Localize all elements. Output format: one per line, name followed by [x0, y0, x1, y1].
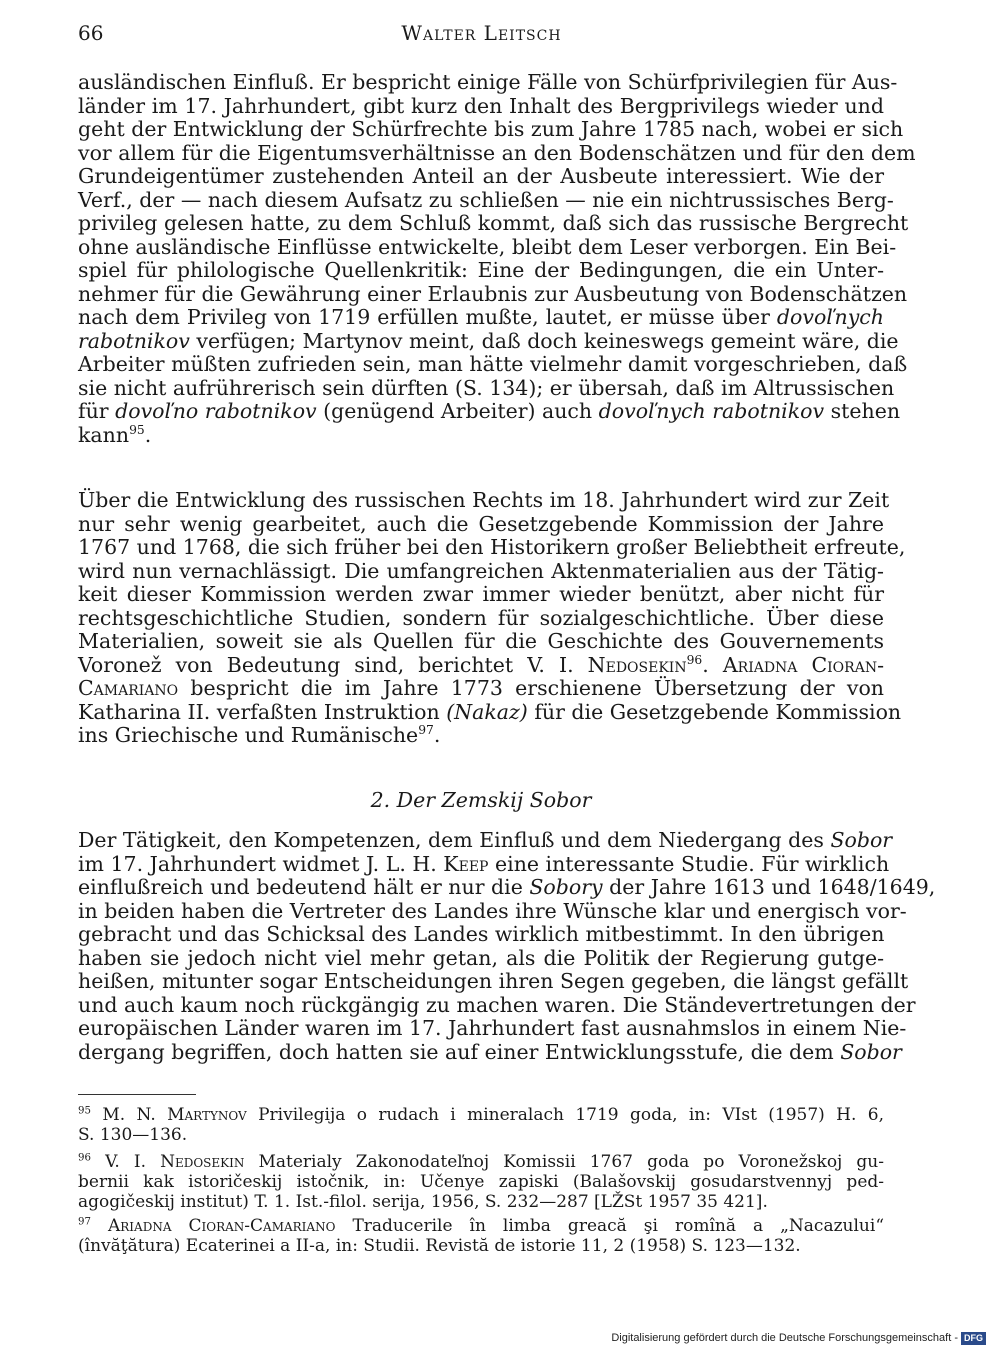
- text-segment: dergang begriffen, doch hatten sie auf einer Entwicklungsstufe, die dem: [78, 1039, 834, 1064]
- text-line: privileg gelesen hatte, zu dem Schluß kommt, daß sich das russische Bergrecht: [78, 211, 909, 235]
- text-segment: eine interessante Studie. Für wirklich: [495, 851, 890, 876]
- text-line: in beiden haben die Vertreter des Landes ihre Wünsche klar und energisch vor-: [78, 898, 907, 923]
- text-line: [78, 654, 884, 678]
- author-name: Camariano: [78, 676, 179, 700]
- footnote-ref: 97: [418, 723, 434, 738]
- italic-term: rabotnikov: [78, 328, 190, 353]
- text-segment: nach dem Privileg von 1719 erfüllen mußte, lautet, er müsse über: [78, 305, 770, 329]
- text-segment: Materialy Zakonodateľnoj Komissii 1767 goda po Voronežskoj gu-: [258, 1152, 884, 1172]
- author-name: Nedosekin: [160, 1152, 245, 1172]
- footnote-number: 95: [78, 1105, 91, 1117]
- italic-term: (Nakaz): [446, 699, 528, 724]
- text-line: länder im 17. Jahrhundert, gibt kurz den Inhalt des Bergprivilegs wieder und: [78, 93, 884, 118]
- text-segment: bespricht die im Jahre 1773 erschienene Übersetzung der von: [190, 676, 884, 700]
- text-line: bernii kak istoričeskij istočnik, in: Učenye zapiski (Balašovskij gosudarstvennyj ped-: [78, 1172, 884, 1192]
- page-header: [78, 18, 885, 48]
- text-line: Arbeiter müßten zufrieden sein, man hätte vielmehr damit vorgeschrieben, daß: [78, 352, 908, 376]
- page-number: 66: [78, 21, 104, 45]
- text-line: geht der Entwicklung der Schürfrechte bis zum Jahre 1785 nach, wobei er sich: [78, 117, 904, 141]
- text-line: nur sehr wenig gearbeitet, auch die Gesetzgebende Kommission der Jahre: [78, 511, 884, 536]
- text-line: [78, 424, 884, 448]
- footnote-number: 97: [78, 1216, 91, 1228]
- author-name: Ariadna Cioran-: [722, 652, 884, 677]
- text-line: Grundeigentümer zustehenden Anteil an der Ausbeute interessiert. Wie der: [78, 164, 884, 188]
- text-segment: V. I.: [105, 1152, 146, 1172]
- text-line: spiel für philologische Quellenkritik: Eine der Bedingungen, die ein Unter-: [78, 258, 884, 282]
- text-line: [78, 724, 884, 748]
- text-line: nehmer für die Gewährung einer Erlaubnis zur Ausbeutung von Bodenschätzen: [78, 281, 908, 306]
- text-segment: .: [144, 422, 152, 447]
- footnote-97: [78, 1216, 884, 1256]
- text-line: Verf., der — nach diesem Aufsatz zu schließen — nie ein nichtrussisches Berg-: [78, 187, 894, 212]
- italic-term: dovoľno rabotnikov: [115, 399, 317, 423]
- running-title: Walter Leitsch: [401, 21, 562, 45]
- text-segment: M. N.: [102, 1105, 156, 1125]
- text-segment: .: [702, 652, 709, 677]
- text-line: [78, 306, 884, 330]
- text-segment: kann: [78, 422, 130, 447]
- text-line: [78, 1216, 884, 1236]
- text-segment: Traducerile în limba greacă şi romînă a „Nacazului“: [352, 1216, 885, 1236]
- text-line: S. 130—136.: [78, 1125, 188, 1145]
- text-line: vor allem für die Eigentumsverhältnisse an den Bodenschätzen und für den dem: [78, 140, 916, 165]
- italic-term: Sobory: [529, 875, 603, 899]
- text-line: europäischen Länder waren im 17. Jahrhundert fast ausnahmslos in einem Nie-: [78, 1016, 907, 1040]
- text-segment: im 17. Jahrhundert widmet J. L. H.: [78, 851, 437, 876]
- italic-term: dovoľnych rabotnikov: [598, 399, 825, 423]
- text-line: Materialien, soweit sie als Quellen für die Geschichte des Gouvernements: [78, 629, 884, 653]
- text-segment: für die Gesetzgebende Kommission: [534, 699, 902, 724]
- text-line: [78, 828, 893, 853]
- text-line: (învăţătura) Ecaterinei a II-a, in: Studii. Revistă de istorie 11, 2 (1958) S. 123—132.: [78, 1236, 801, 1256]
- text-line: agogičeskij institut) T. 1. Ist.-filol. serija, 1956, S. 232—287 [LŽSt 1957 35 421].: [78, 1192, 768, 1212]
- text-segment: einflußreich und bedeutend hält er nur die: [78, 875, 523, 899]
- text-line: Über die Entwicklung des russischen Rechts im 18. Jahrhundert wird zur Zeit: [78, 488, 890, 512]
- paragraph-3: [78, 828, 936, 1064]
- author-name: Martynov: [167, 1105, 247, 1125]
- author-name: Nedosekin: [587, 652, 687, 677]
- text-line: 1767 und 1768, die sich früher bei den Historikern großer Beliebtheit erfreute,: [78, 535, 906, 559]
- text-line: [78, 677, 884, 701]
- section-heading: 2. Der Zemskij Sobor: [370, 788, 592, 812]
- footnote-ref: 96: [686, 652, 703, 667]
- author-name: Keep: [443, 851, 489, 876]
- paragraph-1: [78, 70, 916, 447]
- footnote-96: [78, 1152, 884, 1212]
- text-segment: verfügen; Martynov meint, daß doch keineswegs gemeint wäre, die: [196, 328, 899, 353]
- text-segment: stehen: [830, 399, 901, 423]
- text-line: [78, 1039, 902, 1065]
- text-line: [78, 328, 899, 354]
- dfg-logo: DFG: [961, 1332, 986, 1345]
- text-segment: Privilegija o rudach i mineralach 1719 goda, in: VIst (1957) H. 6,: [258, 1105, 884, 1125]
- text-line: [78, 399, 901, 424]
- author-name: Ariadna Cioran-Camariano: [107, 1216, 336, 1236]
- paragraph-2: [78, 488, 906, 748]
- text-line: rechtsgeschichtliche Studien, sondern für sozialgeschichtliche. Über diese: [78, 605, 884, 630]
- text-line: heißen, mitunter sogar Entscheidungen ihren Segen gegeben, die längst gefällt: [78, 969, 909, 993]
- text-line: keit dieser Kommission werden zwar immer wieder benützt, aber nicht für: [78, 582, 884, 606]
- text-line: und auch kaum noch rückgängig zu machen waren. Die Ständevertretungen der: [78, 992, 916, 1017]
- text-segment: ins Griechische und Rumänische: [78, 723, 419, 747]
- text-line: [78, 875, 936, 900]
- text-segment: Voronež von Bedeutung sind, berichtet V. I.: [78, 652, 574, 677]
- text-segment: Der Tätigkeit, den Kompetenzen, dem Einfluß und dem Niedergang des: [78, 828, 824, 852]
- text-line: ohne ausländische Einflüsse entwickelte, bleibt dem Leser verborgen. Ein Bei-: [78, 234, 897, 259]
- footnote-ref: 95: [129, 422, 145, 437]
- italic-term: dovoľnych: [776, 305, 884, 329]
- text-line: sie nicht aufrührerisch sein dürften (S. 134); er übersah, daß im Altrussischen: [78, 375, 895, 400]
- text-segment: (genügend Arbeiter) auch: [323, 399, 593, 423]
- text-line: wird nun vernachlässigt. Die umfangreichen Aktenmaterialien aus der Tätig-: [78, 558, 884, 583]
- digitization-footer: [611, 1330, 986, 1346]
- text-line: [78, 699, 902, 725]
- footnote-separator: [78, 1094, 196, 1095]
- text-segment: der Jahre 1613 und 1648/1649,: [609, 875, 936, 899]
- text-line: ausländischen Einfluß. Er bespricht einige Fälle von Schürfprivilegien für Aus-: [78, 70, 898, 94]
- text-line: haben sie jedoch nicht viel mehr getan, als die Politik der Regierung gutge-: [78, 945, 884, 970]
- text-line: [78, 1105, 884, 1125]
- footnote-number: 96: [78, 1152, 91, 1164]
- italic-term: Sobor: [840, 1039, 902, 1064]
- text-line: [78, 851, 890, 877]
- footnote-95: [78, 1105, 884, 1145]
- text-segment: für: [78, 399, 109, 423]
- text-line: [78, 1152, 884, 1172]
- text-segment: .: [433, 723, 441, 747]
- footer-text: Digitalisierung gefördert durch die Deutsche Forschungsgemeinschaft -: [611, 1332, 958, 1344]
- text-segment: Katharina II. verfaßten Instruktion: [78, 699, 440, 724]
- text-line: gebracht und das Schicksal des Landes wirklich mitbestimmt. In den übrigen: [78, 922, 885, 946]
- italic-term: Sobor: [830, 828, 893, 852]
